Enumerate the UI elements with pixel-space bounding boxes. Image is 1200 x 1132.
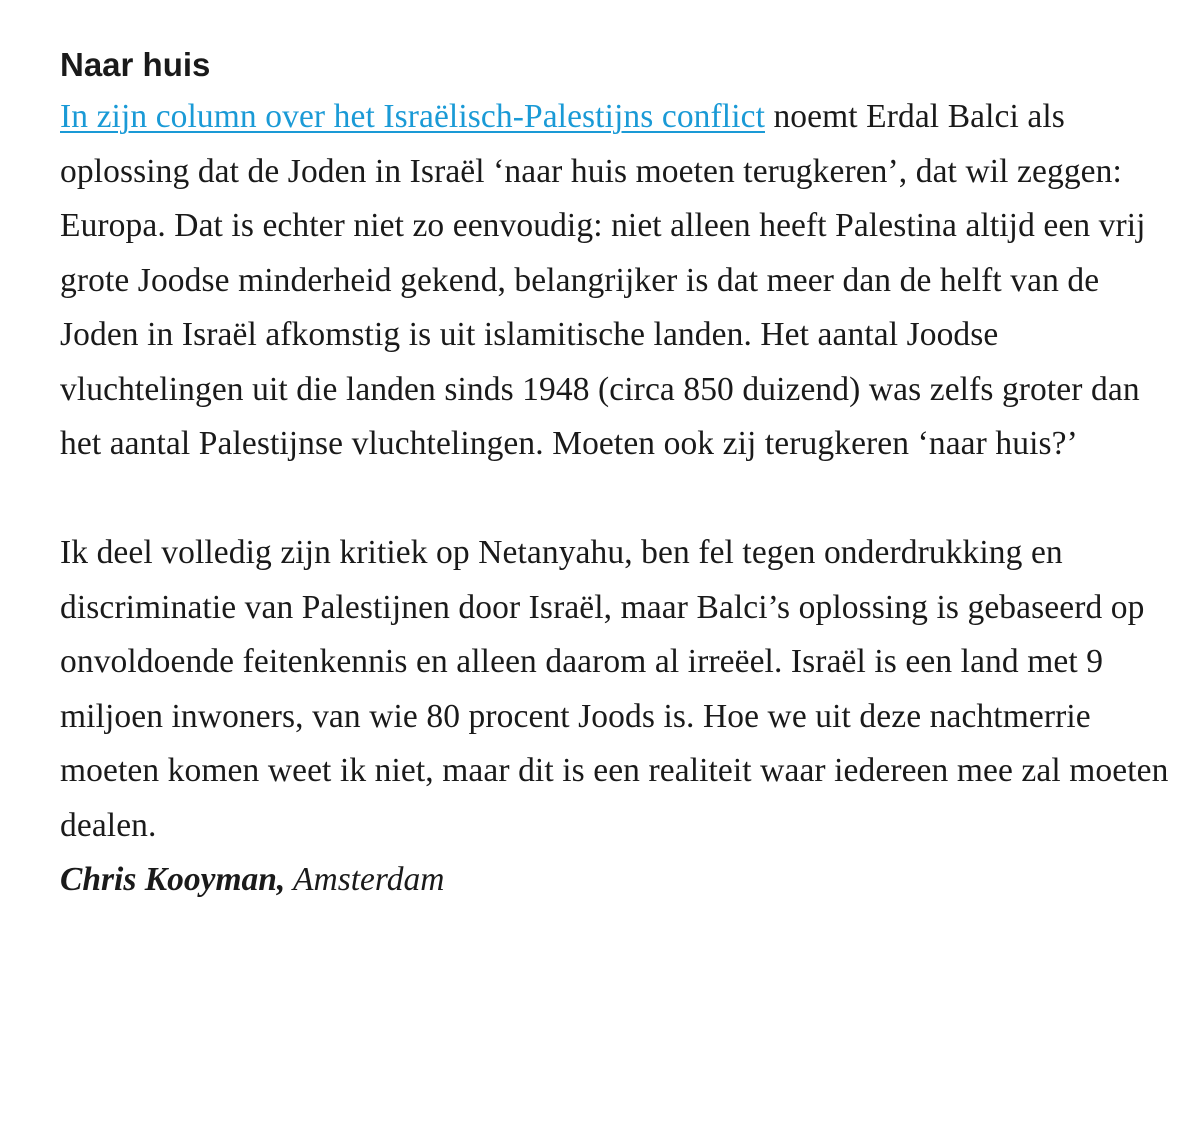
reader-letter [60,40,1170,908]
letter-paragraph-2: Ik deel volledig zijn kritiek op Netanyahu, ben fel tegen onderdrukking en discriminatie van Palestijnen door Israël, maar Balci’s oplossing is gebaseerd op onvoldoende feitenkennis en alleen daarom al irreëel. Israël is een land met 9 miljoen inwoners, van wie 80 procent Joods is. Hoe we uit deze nachtmerrie moeten komen weet ik niet, maar dit is een realiteit waar iedereen mee zal moeten dealen. [60,534,1169,844]
author-city: Amsterdam [285,861,445,898]
letter-signature [60,853,1170,908]
letter-paragraph-1 [60,90,1170,472]
paragraph-1-text: noemt Erdal Balci als oplossing dat de Joden in Israël ‘naar huis moeten terugkeren’, dat wil zeggen: Europa. Dat is echter niet zo eenvoudig: niet alleen heeft Palestina altijd een vrij grote Joodse minderheid gekend, belangrijker is dat meer dan de helft van de Joden in Israël afkomstig is uit islamitische landen. Het aantal Joodse vluchtelingen uit die landen sinds 1948 (circa 850 duizend) was zelfs groter dan het aantal Palestijnse vluchtelingen. Moeten ook zij terugkeren ‘naar huis?’ [60,98,1146,462]
author-name: Chris Kooyman, [60,861,286,898]
column-link[interactable]: In zijn column over het Israëlisch-Palestijns conflict [60,98,765,135]
letter-heading: Naar huis [60,46,211,83]
